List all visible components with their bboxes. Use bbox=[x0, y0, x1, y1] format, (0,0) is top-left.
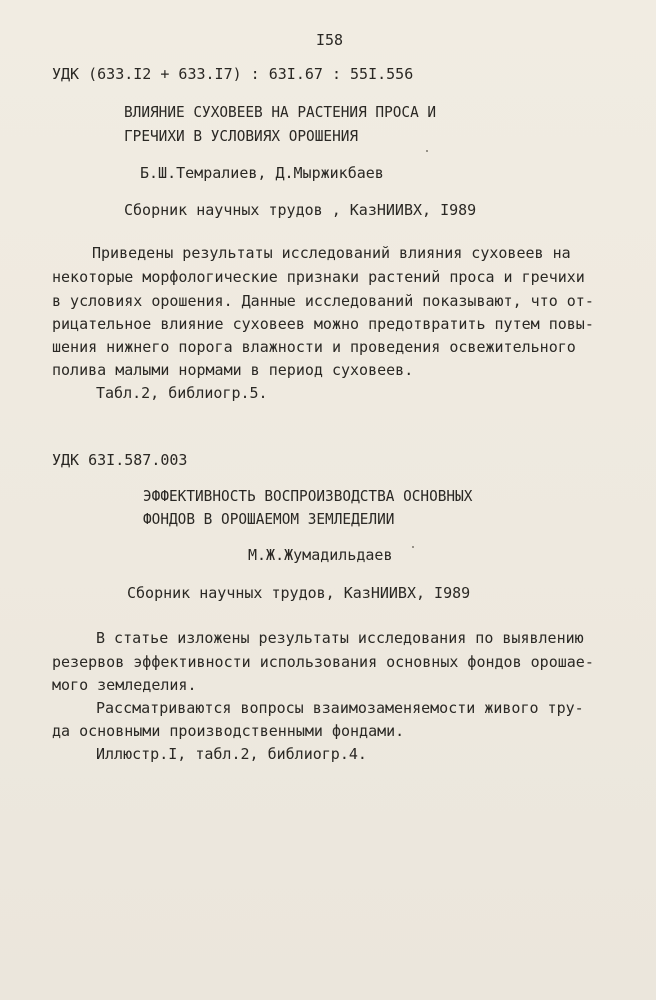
page-number: I58 bbox=[316, 31, 344, 49]
article2-udk: УДК 63I.587.003 bbox=[52, 451, 188, 469]
article2-abstract-line-5: да основными производственными фондами. bbox=[52, 722, 405, 740]
article2-title-line-1: ЭФФЕКТИВНОСТЬ ВОСПРОИЗВОДСТВА ОСНОВНЫХ bbox=[143, 487, 473, 505]
article2-abstract-line-2: резервов эффективности использования основных фондов орошае- bbox=[52, 653, 594, 671]
article2-refs: Иллюстр.I, табл.2, библиогр.4. bbox=[96, 745, 367, 763]
article1-abstract-line-4: рицательное влияние суховеев можно предотвратить путем повы- bbox=[52, 315, 594, 333]
article2-source: Сборник научных трудов, КазНИИВХ, I989 bbox=[127, 584, 471, 602]
article1-abstract-line-1: Приведены результаты исследований влияния суховеев на bbox=[92, 244, 571, 262]
article2-title-line-2: ФОНДОВ В ОРОШАЕМОМ ЗЕМЛЕДЕЛИИ bbox=[143, 510, 395, 528]
article2-abstract-line-1: В статье изложены результаты исследования по выявлению bbox=[96, 629, 584, 647]
article2-abstract-line-4: Рассматриваются вопросы взаимозаменяемости живого тру- bbox=[96, 699, 584, 717]
article1-title-line-1: ВЛИЯНИЕ СУХОВЕЕВ НА РАСТЕНИЯ ПРОСА И bbox=[124, 103, 437, 121]
article1-authors: Б.Ш.Темралиев, Д.Мыржикбаев bbox=[140, 164, 384, 182]
article1-source: Сборник научных трудов , КазНИИВХ, I989 bbox=[124, 201, 477, 219]
article1-refs: Табл.2, библиогр.5. bbox=[96, 384, 268, 402]
article1-udk: УДК (633.I2 + 633.I7) : 63I.67 : 55I.556 bbox=[52, 65, 414, 83]
article1-abstract-line-6: полива малыми нормами в период суховеев. bbox=[52, 361, 414, 379]
article2-abstract-line-3: мого земледелия. bbox=[52, 676, 197, 694]
speck-mark bbox=[412, 546, 414, 548]
speck-mark bbox=[426, 150, 428, 152]
article1-abstract-line-2: некоторые морфологические признаки растений проса и гречихи bbox=[52, 268, 585, 286]
article1-title-line-2: ГРЕЧИХИ В УСЛОВИЯХ ОРОШЕНИЯ bbox=[124, 127, 359, 145]
article2-authors: М.Ж.Жумадильдаев bbox=[248, 546, 393, 564]
article1-abstract-line-3: в условиях орошения. Данные исследований показывают, что от- bbox=[52, 292, 594, 310]
article1-abstract-line-5: шения нижнего порога влажности и проведения освежительного bbox=[52, 338, 576, 356]
